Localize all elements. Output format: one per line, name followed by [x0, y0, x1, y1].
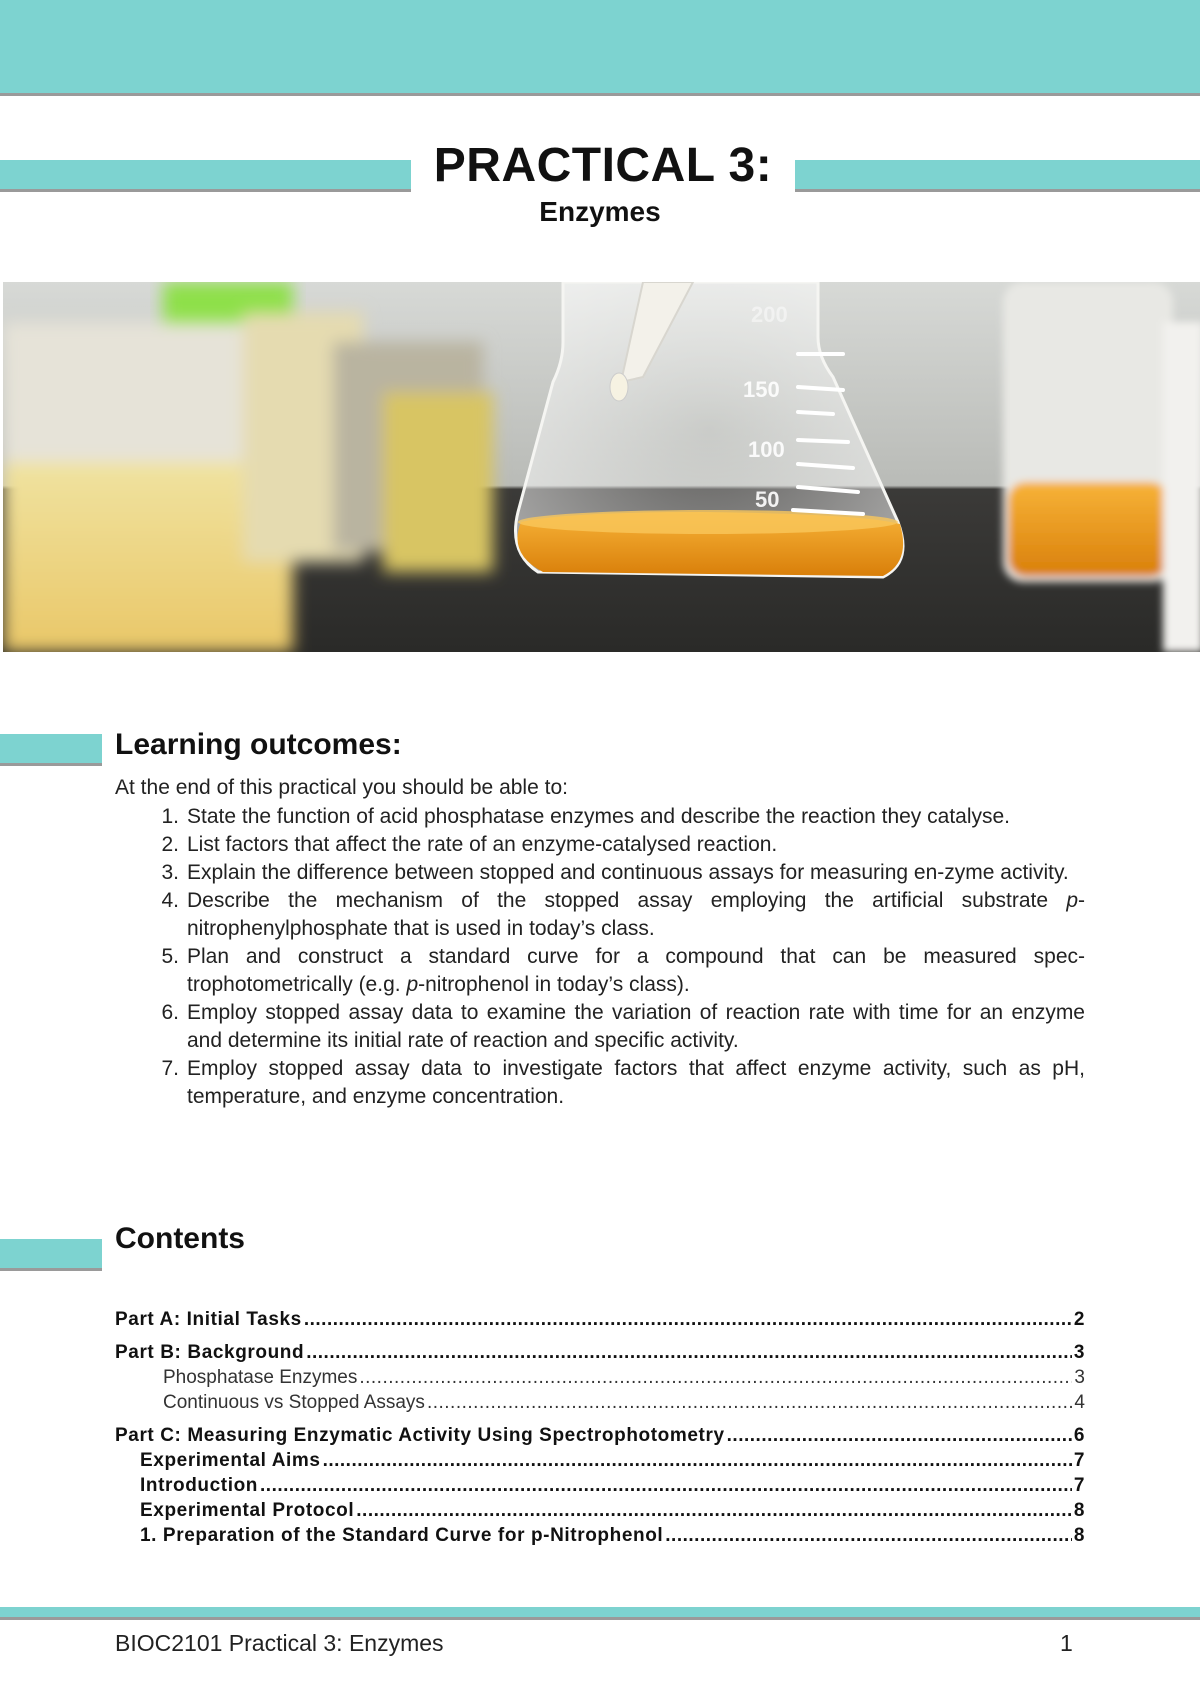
learning-outcome-item	[115, 803, 1085, 831]
title-rule-right	[795, 160, 1200, 192]
footer-rule	[0, 1607, 1200, 1620]
contents-heading: Contents	[115, 1222, 245, 1255]
learning-outcomes-heading: Learning outcomes:	[115, 728, 402, 761]
top-banner	[0, 0, 1200, 96]
learning-outcome-text: Describe the mechanism of the stopped assay employing the artificial substrate p-nitrophenylphosphate that is used in today’s class.	[187, 889, 1085, 940]
toc-dot-leader	[304, 1307, 1072, 1332]
toc-entry[interactable]	[115, 1307, 1085, 1332]
learning-outcomes-list	[115, 803, 1085, 1111]
learning-outcome-number: 6.	[161, 1001, 179, 1024]
learning-outcome-number: 3.	[161, 861, 179, 884]
toc-entry-title: 1. Preparation of the Standard Curve for p-Nitrophenol	[140, 1525, 664, 1546]
learning-outcome-text: List factors that affect the rate of an enzyme-catalysed reaction.	[187, 833, 778, 856]
toc-dot-leader	[359, 1365, 1072, 1390]
toc-entry-page: 8	[1073, 1500, 1085, 1521]
learning-outcome-item	[115, 887, 1085, 943]
toc-entry-page: 4	[1074, 1392, 1085, 1413]
table-of-contents	[115, 1307, 1085, 1548]
learning-outcome-text: State the function of acid phosphatase enzymes and describe the reaction they catalyse.	[187, 805, 1011, 828]
footer-page-number: 1	[1060, 1630, 1073, 1656]
learning-outcome-number: 4.	[161, 889, 179, 912]
learning-outcome-text: Plan and construct a standard curve for a compound that can be measured spec-trophotometrically (e.g. p-nitrophenol in today’s class).	[187, 945, 1085, 996]
page-title: PRACTICAL 3:	[433, 139, 773, 192]
page-subtitle: Enzymes	[539, 196, 661, 227]
learning-outcome-text: Employ stopped assay data to investigate factors that affect enzyme activity, such as pH, temperature, and enzyme concentration.	[187, 1057, 1085, 1108]
learning-outcome-item	[115, 859, 1085, 887]
section-rule-outcomes	[0, 734, 102, 766]
toc-entry[interactable]	[115, 1340, 1085, 1365]
toc-dot-leader	[356, 1498, 1072, 1523]
toc-entry-page: 7	[1073, 1450, 1085, 1471]
toc-entry-title: Experimental Protocol	[140, 1500, 355, 1521]
toc-entry-page: 3	[1073, 1342, 1085, 1363]
toc-entry[interactable]	[115, 1423, 1085, 1448]
toc-entry-title: Part B: Background	[115, 1342, 305, 1363]
toc-entry-title: Introduction	[140, 1475, 259, 1496]
learning-outcome-text: Employ stopped assay data to examine the variation of reaction rate with time for an enzyme and determine its initial rate of reaction and specific activity.	[187, 1001, 1085, 1052]
toc-entry-title: Continuous vs Stopped Assays	[163, 1392, 425, 1413]
learning-outcome-item	[115, 943, 1085, 999]
toc-dot-leader	[665, 1523, 1072, 1548]
toc-entry-page: 6	[1073, 1425, 1085, 1446]
toc-entry-page: 7	[1073, 1475, 1085, 1496]
learning-outcomes-intro: At the end of this practical you should be able to:	[115, 776, 568, 799]
learning-outcome-item	[115, 1055, 1085, 1111]
toc-entry-title: Part C: Measuring Enzymatic Activity Using Spectrophotometry	[115, 1425, 725, 1446]
toc-dot-leader	[260, 1473, 1072, 1498]
toc-entry[interactable]	[115, 1473, 1085, 1498]
learning-outcome-number: 1.	[161, 805, 179, 828]
learning-outcome-item	[115, 999, 1085, 1055]
toc-entry-page: 2	[1073, 1309, 1085, 1330]
toc-entry-title: Part A: Initial Tasks	[115, 1309, 302, 1330]
learning-outcome-number: 2.	[161, 833, 179, 856]
title-rule-left	[0, 160, 411, 192]
footer-document-title: BIOC2101 Practical 3: Enzymes	[115, 1630, 444, 1656]
toc-entry[interactable]	[115, 1365, 1085, 1390]
toc-dot-leader	[427, 1390, 1072, 1415]
learning-outcome-item	[115, 831, 1085, 859]
toc-entry[interactable]	[115, 1390, 1085, 1415]
toc-entry[interactable]	[115, 1498, 1085, 1523]
flask-mark-100: 100	[748, 437, 785, 462]
toc-entry-title: Phosphatase Enzymes	[163, 1367, 358, 1388]
lab-flask-photo	[3, 282, 1200, 652]
flask-mark-200: 200	[751, 302, 788, 327]
flask-mark-150: 150	[743, 377, 780, 402]
learning-outcome-number: 7.	[161, 1057, 179, 1080]
toc-dot-leader	[323, 1448, 1072, 1473]
toc-entry-page: 3	[1074, 1367, 1085, 1388]
toc-dot-leader	[306, 1340, 1072, 1365]
learning-outcome-number: 5.	[161, 945, 179, 968]
toc-dot-leader	[727, 1423, 1072, 1448]
flask-mark-50: 50	[755, 487, 780, 512]
section-rule-contents	[0, 1239, 102, 1271]
learning-outcome-text: Explain the difference between stopped and continuous assays for measuring en-zyme activity.	[187, 861, 1069, 884]
toc-entry[interactable]	[115, 1448, 1085, 1473]
toc-entry-page: 8	[1073, 1525, 1085, 1546]
toc-entry[interactable]	[115, 1523, 1085, 1548]
toc-entry-title: Experimental Aims	[140, 1450, 321, 1471]
